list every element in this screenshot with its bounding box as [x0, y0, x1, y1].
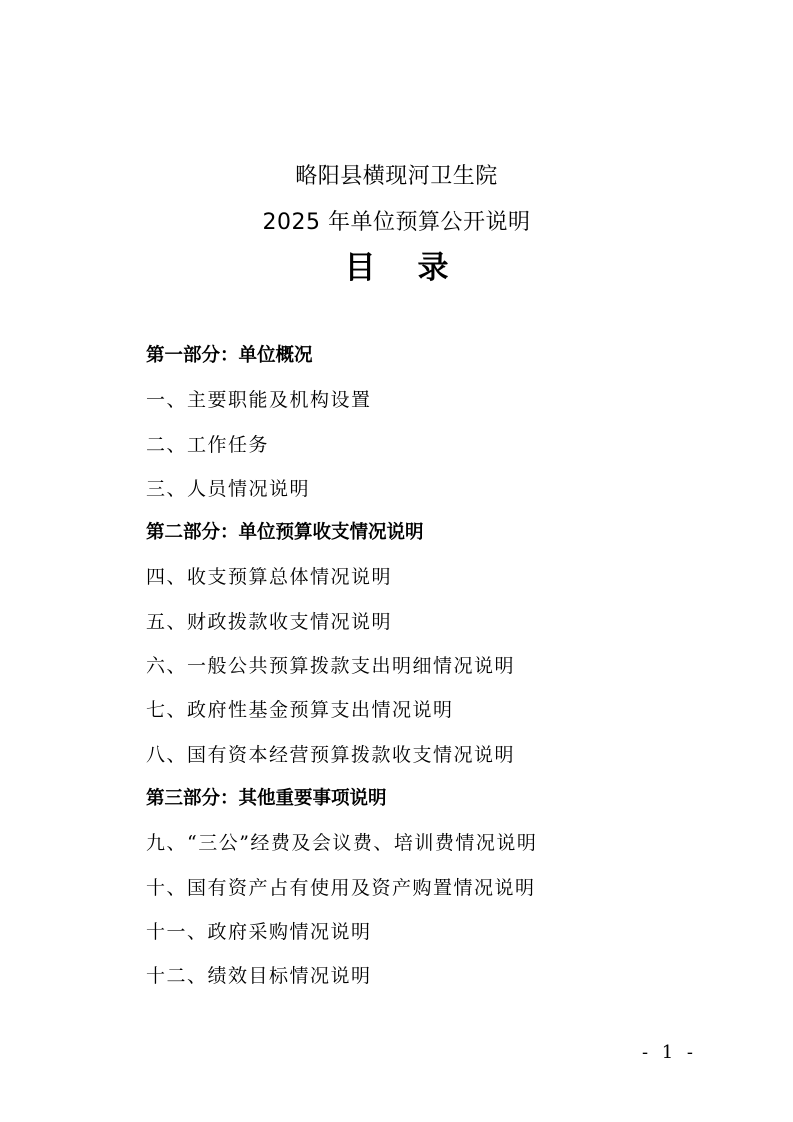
toc-entry: 二、工作任务	[146, 433, 270, 456]
document-title-organization: 略阳县横现河卫生院	[295, 164, 498, 189]
toc-entry: 七、政府性基金预算支出情况说明	[146, 699, 454, 722]
table-of-contents	[146, 340, 746, 1004]
toc-entry: 十一、政府采购情况说明	[146, 920, 372, 943]
toc-entry: 六、一般公共预算拨款支出明细情况说明	[146, 655, 516, 678]
toc-entry: 五、财政拨款收支情况说明	[146, 610, 393, 633]
toc-part-heading: 第二部分：单位预算收支情况说明	[146, 522, 424, 544]
toc-entry: 四、收支预算总体情况说明	[146, 566, 393, 589]
toc-entry: 一、主要职能及机构设置	[146, 389, 372, 412]
toc-entry: 八、国有资本经营预算拨款收支情况说明	[146, 743, 516, 766]
toc-entry: 三、人员情况说明	[146, 477, 311, 500]
toc-part-heading: 第一部分：单位概况	[146, 345, 313, 366]
toc-heading-char: 目	[344, 250, 376, 286]
document-title-subject: 2025 年单位预算公开说明	[262, 210, 531, 235]
toc-heading-char: 录	[417, 250, 449, 286]
toc-heading	[0, 248, 793, 288]
toc-entry: 九、“三公”经费及会议费、培训费情况说明	[146, 832, 538, 855]
toc-entry: 十二、绩效目标情况说明	[146, 965, 372, 988]
page-number: - 1 -	[641, 1042, 697, 1063]
toc-entry: 十、国有资产占有使用及资产购置情况说明	[146, 876, 536, 899]
toc-part-heading: 第三部分：其他重要事项说明	[146, 787, 387, 809]
